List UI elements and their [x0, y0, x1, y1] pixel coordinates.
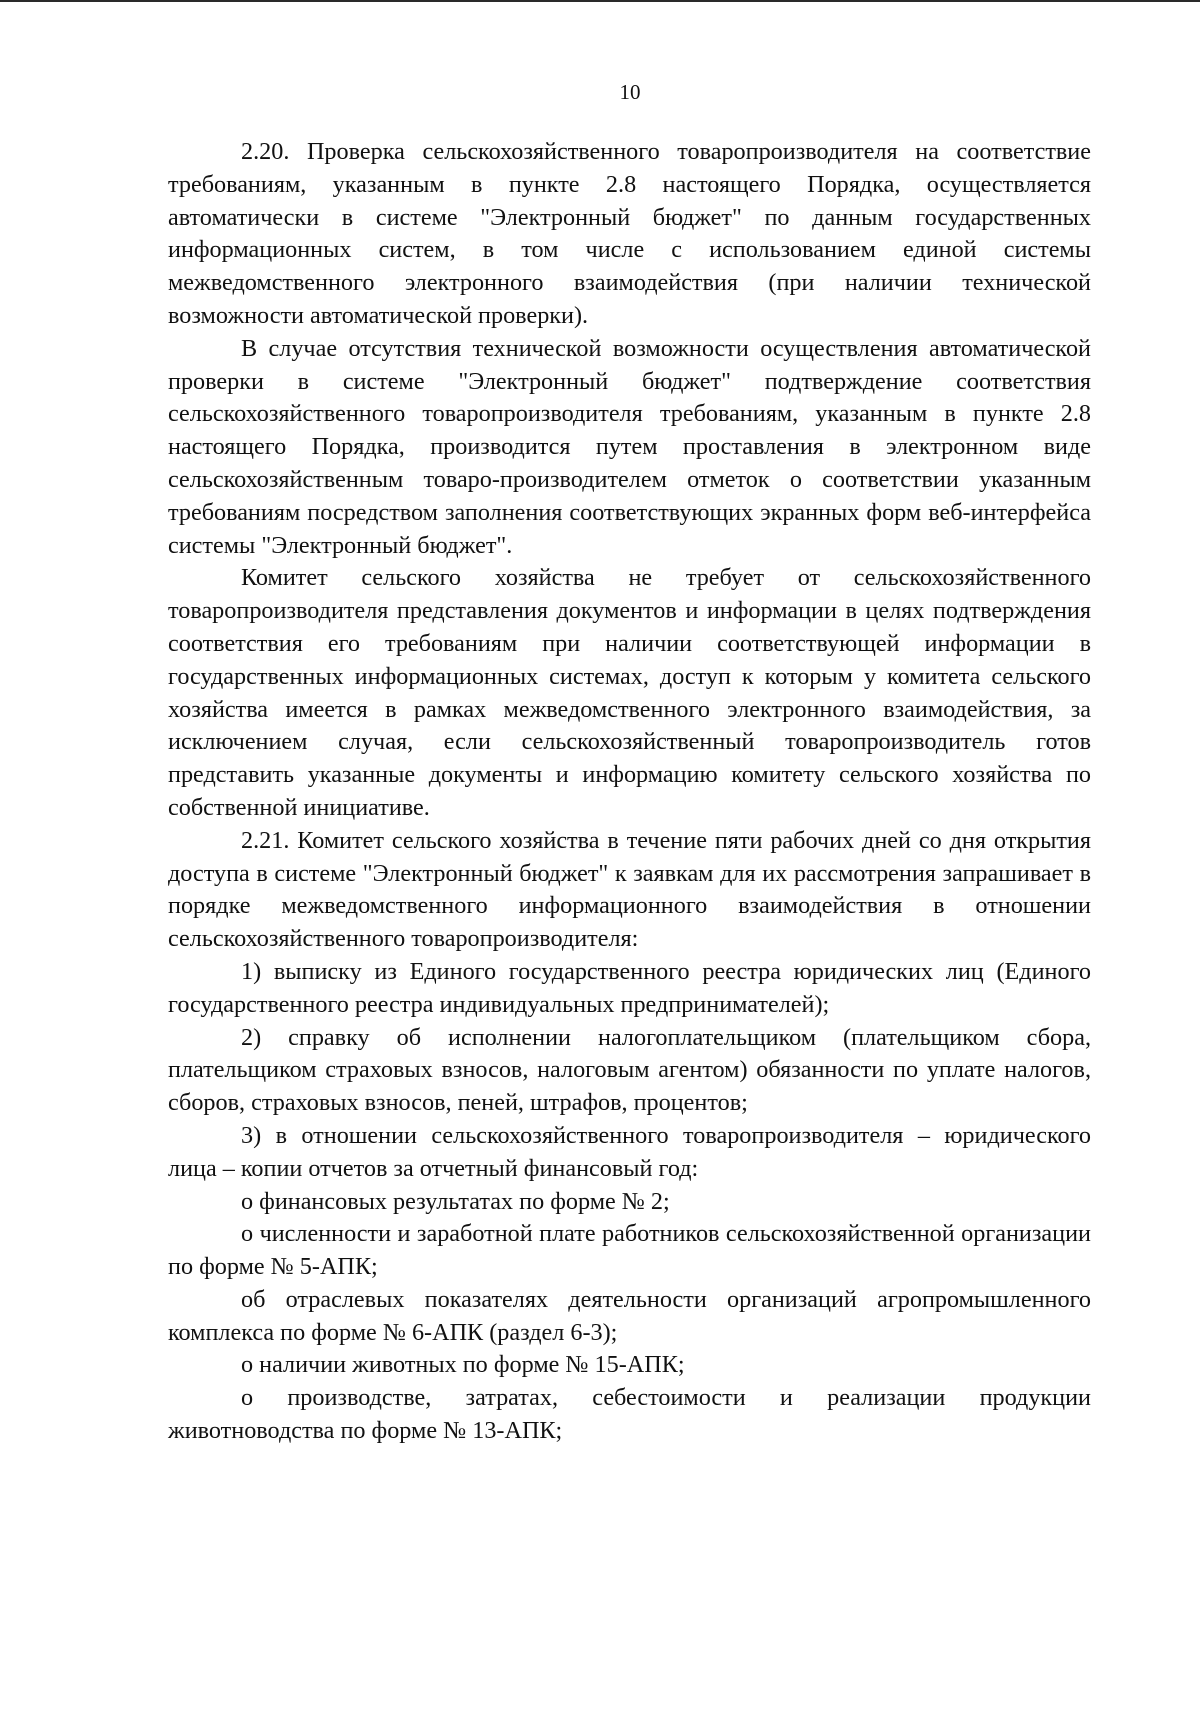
- list-item-3: 3) в отношении сельскохозяйственного товаропроизводителя – юридического лица – копии отчетов за отчетный финансовый год:: [168, 1121, 1091, 1182]
- report-form-6-apk: об отраслевых показателях деятельности организаций агропромышленного комплекса по форме № 6-АПК (раздел 6-3);: [168, 1285, 1091, 1346]
- report-form-5-apk: о численности и заработной плате работников сельскохозяйственной организации по форме № 5-АПК;: [168, 1220, 1091, 1281]
- report-form-15-apk: о наличии животных по форме № 15-АПК;: [241, 1351, 685, 1379]
- report-form-13-apk: о производстве, затратах, себестоимости и реализации продукции животноводства по форме № 13-АПК;: [168, 1384, 1091, 1445]
- report-form-2: о финансовых результатах по форме № 2;: [241, 1187, 670, 1215]
- scan-top-edge: [0, 0, 1200, 2]
- page-number: 10: [619, 80, 641, 104]
- paragraph-2-21: 2.21. Комитет сельского хозяйства в течение пяти рабочих дней со дня открытия доступа в системе "Электронный бюджет" к заявкам для их рассмотрения запрашивает в порядке межведомственного информационного взаимодействия в отношении сельскохозяйственного товаропроизводителя:: [168, 826, 1091, 953]
- document-body: [168, 136, 1091, 1448]
- paragraph-2-20: 2.20. Проверка сельскохозяйственного товаропроизводителя на соответствие требованиям, указанным в пункте 2.8 настоящего Порядка, осуществляется автоматически в системе "Электронный бюджет" по данным государственных информационных систем, в том числе с использованием единой системы межведомственного электронного взаимодействия (при наличии технической возможности автоматической проверки).: [168, 138, 1091, 329]
- paragraph-committee-requirements: Комитет сельского хозяйства не требует от сельскохозяйственного товаропроизводителя представления документов и информации в целях подтверждения соответствия его требованиям при наличии соответствующей информации в государственных информационных системах, доступ к которым у комитета сельского хозяйства имеется в рамках межведомственного электронного взаимодействия, за исключением случая, если сельскохозяйственный товаропроизводитель готов представить указанные документы и информацию комитету сельского хозяйства по собственной инициативе.: [168, 564, 1091, 821]
- list-item-1: 1) выписку из Единого государственного реестра юридических лиц (Единого государственного реестра индивидуальных предпринимателей);: [168, 957, 1091, 1018]
- paragraph-manual-check: В случае отсутствия технической возможности осуществления автоматической проверки в системе "Электронный бюджет" подтверждение соответствия сельскохозяйственного товаропроизводителя требованиям, указанным в пункте 2.8 настоящего Порядка, производится путем проставления в электронном виде сельскохозяйственным товаро-производителем отметок о соответствии указанным требованиям посредством заполнения соответствующих экранных форм веб-интерфейса системы "Электронный бюджет".: [168, 334, 1091, 559]
- list-item-2: 2) справку об исполнении налогоплательщиком (плательщиком сбора, плательщиком страховых взносов, налоговым агентом) обязанности по уплате налогов, сборов, страховых взносов, пеней, штрафов, процентов;: [168, 1023, 1091, 1117]
